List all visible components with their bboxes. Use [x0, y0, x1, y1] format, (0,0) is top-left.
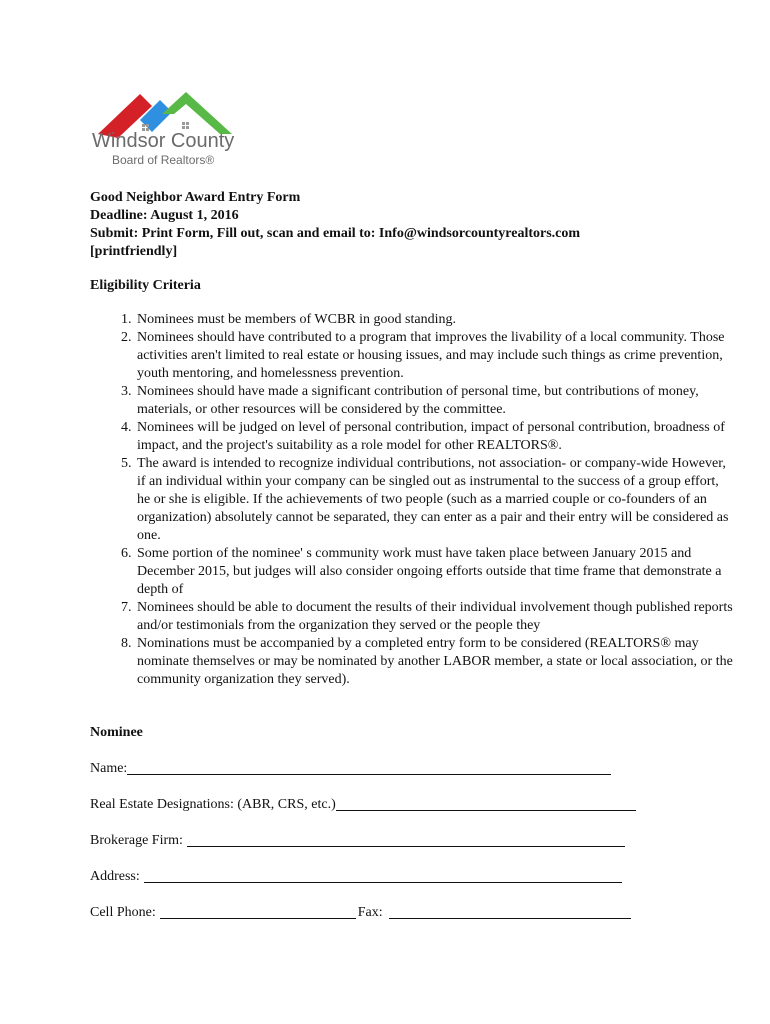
list-item: 4. Nominees will be judged on level of personal contribution, impact of personal contribution, broadness of impact, and the project's suitability as a role model for other REALTORS®. — [135, 419, 735, 455]
brokerage-field-row — [90, 832, 625, 849]
fax-input-line[interactable] — [389, 904, 631, 919]
address-field-row — [90, 868, 622, 885]
submit-instructions: Submit: Print Form, Fill out, scan and email to: Info@windsorcountyrealtors.com — [90, 226, 581, 241]
logo — [90, 92, 250, 172]
logo-subtitle: Board of Realtors® — [112, 153, 215, 167]
list-item: 1. Nominees must be members of WCBR in good standing. — [135, 311, 735, 329]
list-item: 2. Nominees should have contributed to a program that improves the livability of a local community. Those activities aren't limited to real estate or housing issues, and may include such things as crime prevention, youth mentoring, and homelessness prevention. — [135, 329, 735, 383]
eligibility-list — [90, 311, 735, 689]
name-field-row — [90, 760, 611, 777]
form-title: Good Neighbor Award Entry Form — [90, 190, 301, 205]
list-item: 5. The award is intended to recognize individual contributions, not association- or company-wide However, if an individual within your company can be singled out as instrumental to the success of a group effort, he or she is eligible. If the achievements of two people (such as a married couple or co-founders of an organization) absolutely cannot be separated, they can enter as a pair and their entry will be considered as one. — [135, 455, 735, 545]
list-item: 3. Nominees should have made a significant contribution of personal time, but contributions of money, materials, or other resources will be considered by the committee. — [135, 383, 735, 419]
name-input-line[interactable] — [127, 760, 611, 775]
form-header — [90, 189, 710, 261]
nominee-heading: Nominee — [90, 725, 143, 740]
name-label: Name: — [90, 761, 128, 776]
list-item: 8. Nominations must be accompanied by a completed entry form to be considered (REALTORS® may nominate themselves or may be nominated by another LABOR member, a state or local association, or the community organization they served). — [135, 635, 735, 689]
logo-name: Windsor County — [92, 130, 235, 152]
list-item: 6. Some portion of the nominee' s community work must have taken place between January 2015 and December 2015, but judges will also consider ongoing efforts outside that time frame that demonstrate a depth of — [135, 545, 735, 599]
phone-fax-row — [90, 904, 631, 921]
designations-label: Real Estate Designations: (ABR, CRS, etc.) — [90, 797, 336, 812]
cell-phone-label: Cell Phone: — [90, 905, 156, 920]
address-input-line[interactable] — [144, 868, 622, 883]
designations-field-row — [90, 796, 636, 813]
eligibility-heading: Eligibility Criteria — [90, 278, 201, 293]
fax-label: Fax: — [357, 905, 383, 920]
list-item: 7. Nominees should be able to document the results of their individual involvement though published reports and/or testimonials from the organization they served or the people they — [135, 599, 735, 635]
deadline: Deadline: August 1, 2016 — [90, 208, 239, 223]
green-roof — [162, 92, 232, 134]
print-tag: [printfriendly] — [90, 244, 178, 259]
brokerage-label: Brokerage Firm: — [90, 833, 183, 848]
designations-input-line[interactable] — [336, 796, 636, 811]
cell-phone-input-line[interactable] — [160, 904, 356, 919]
address-label: Address: — [90, 869, 140, 884]
brokerage-input-line[interactable] — [187, 832, 625, 847]
